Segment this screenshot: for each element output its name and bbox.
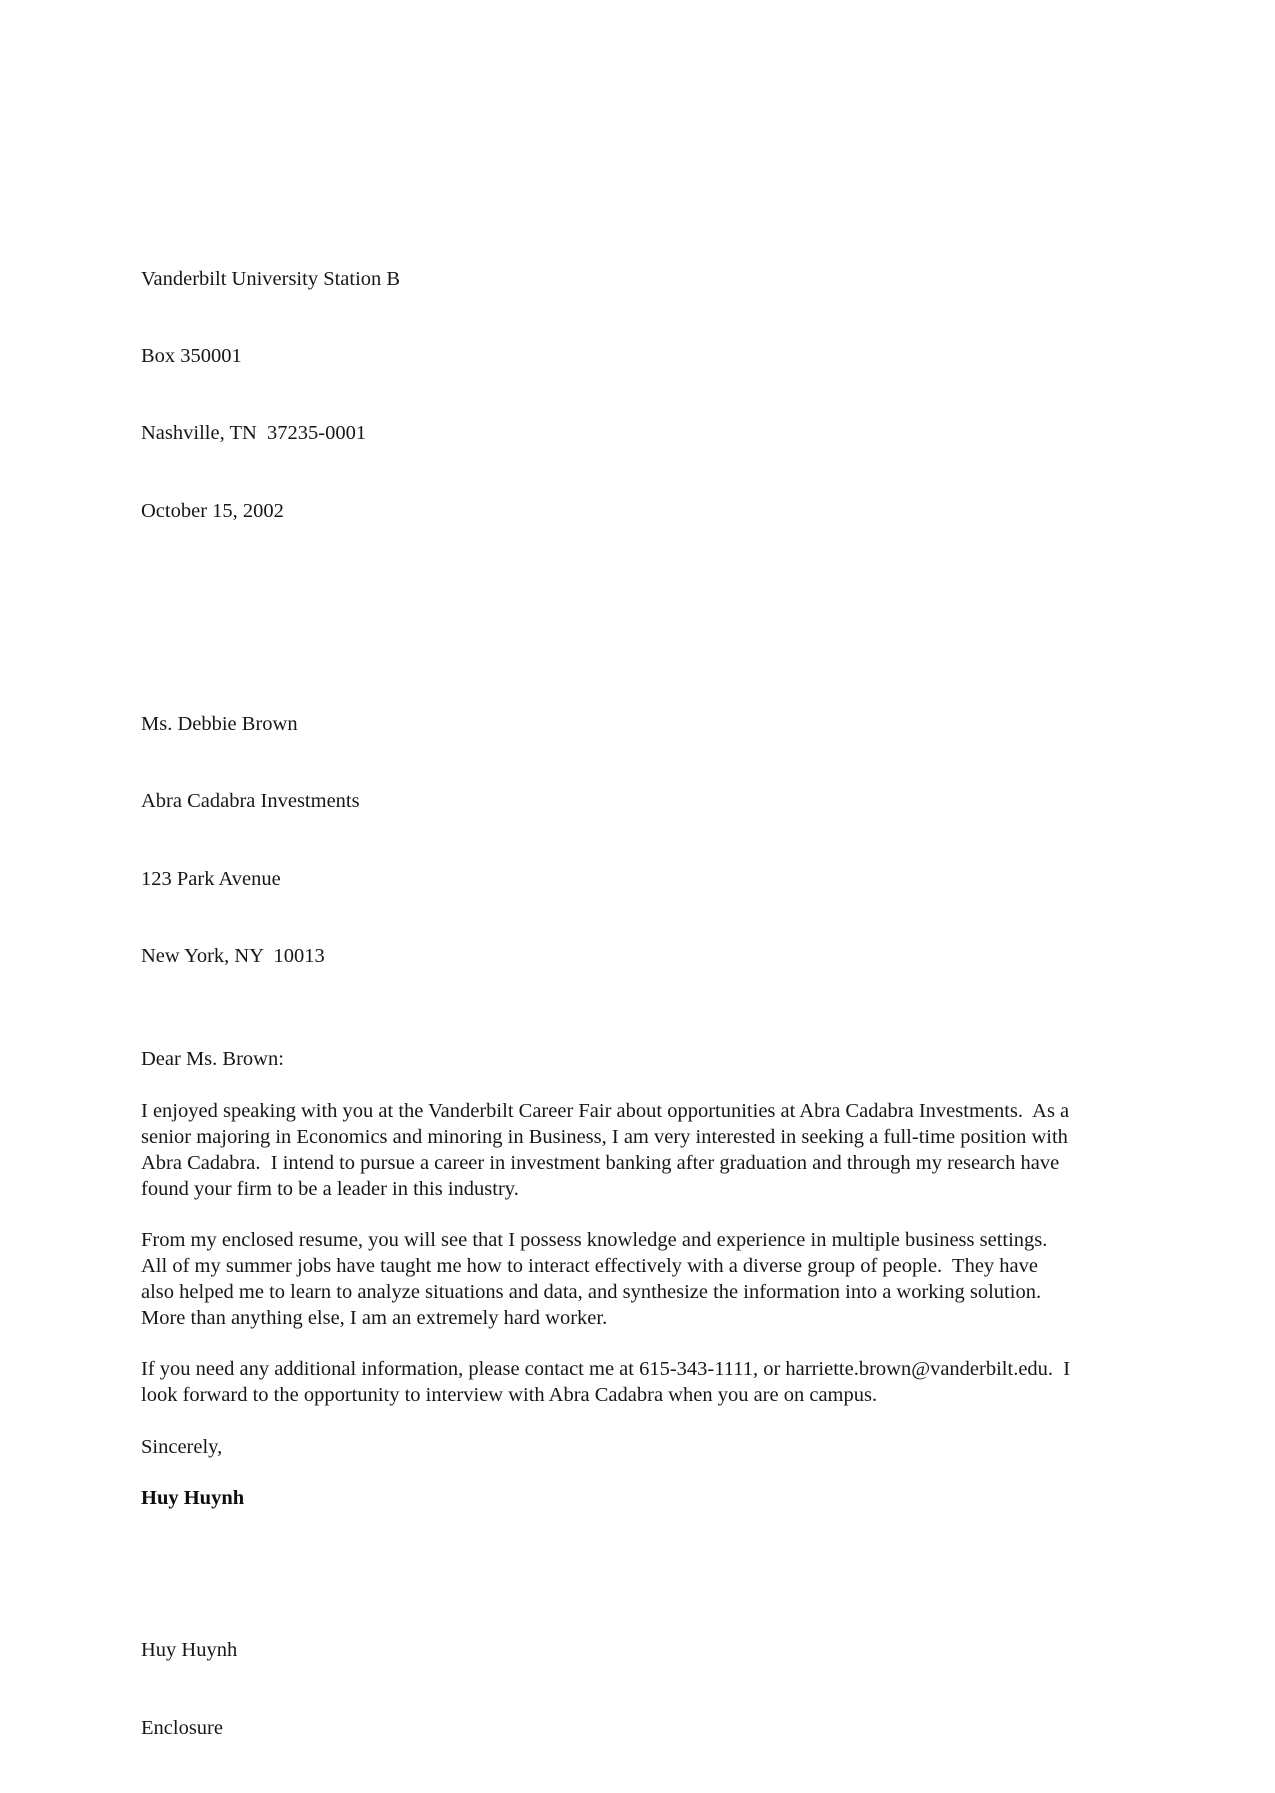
spacer-before-paragraph-2 [141, 1202, 1071, 1228]
recipient-street: 123 Park Avenue [141, 867, 281, 890]
recipient-company: Abra Cadabra Investments [141, 790, 360, 813]
typed-name-block [141, 1587, 1071, 1793]
letter-body [141, 215, 1076, 1793]
closing-salutation: Sincerely, [141, 1436, 223, 1459]
recipient-name: Ms. Debbie Brown [141, 712, 298, 735]
body-paragraph-1: I enjoyed speaking with you at the Vanderbilt Career Fair about opportunities at Abra Cadabra Investments. As a senior majoring in Economics and minoring in Business, I am very interested in seeking a full-time position with Abra Cadabra. I intend to pursue a career in investment banking after graduation and through my research have found your firm to be a leader in this industry. [141, 1100, 1075, 1200]
spacer-after-signature [141, 1512, 1071, 1587]
recipient-address-block [141, 660, 1071, 1021]
spacer-before-paragraph-3 [141, 1331, 1071, 1357]
body-paragraph-3: If you need any additional information, please contact me at 615-343-1111, or harriette.brown@vanderbilt.edu. I look forward to the opportunity to interview with Abra Cadabra when you are on campus. [141, 1358, 1076, 1407]
spacer-before-signature [141, 1461, 1071, 1486]
sender-address-line-3: Nashville, TN 37235-0001 [141, 422, 367, 445]
enclosure-notation: Enclosure [141, 1716, 223, 1739]
sender-address-line-1: Vanderbilt University Station B [141, 267, 401, 290]
typed-name: Huy Huynh [141, 1639, 238, 1662]
sender-address-line-2: Box 350001 [141, 344, 242, 367]
spacer-before-paragraph-1 [141, 1073, 1071, 1099]
salutation: Dear Ms. Brown: [141, 1048, 284, 1071]
recipient-city-state-zip: New York, NY 10013 [141, 944, 325, 967]
sender-address-block [141, 215, 1071, 576]
letter-date: October 15, 2002 [141, 499, 284, 522]
body-paragraph-2: From my enclosed resume, you will see that I possess knowledge and experience in multiple business settings. All of my summer jobs have taught me how to interact effectively with a diverse group of people. They have also helped me to learn to analyze situations and data, and synthesize the information into a working solution. More than anything else, I am an extremely hard worker. [141, 1229, 1057, 1329]
spacer-before-salutation [141, 1021, 1071, 1047]
signature-name: Huy Huynh [141, 1486, 245, 1509]
spacer-after-sender [141, 576, 1071, 660]
spacer-before-closing [141, 1409, 1071, 1435]
